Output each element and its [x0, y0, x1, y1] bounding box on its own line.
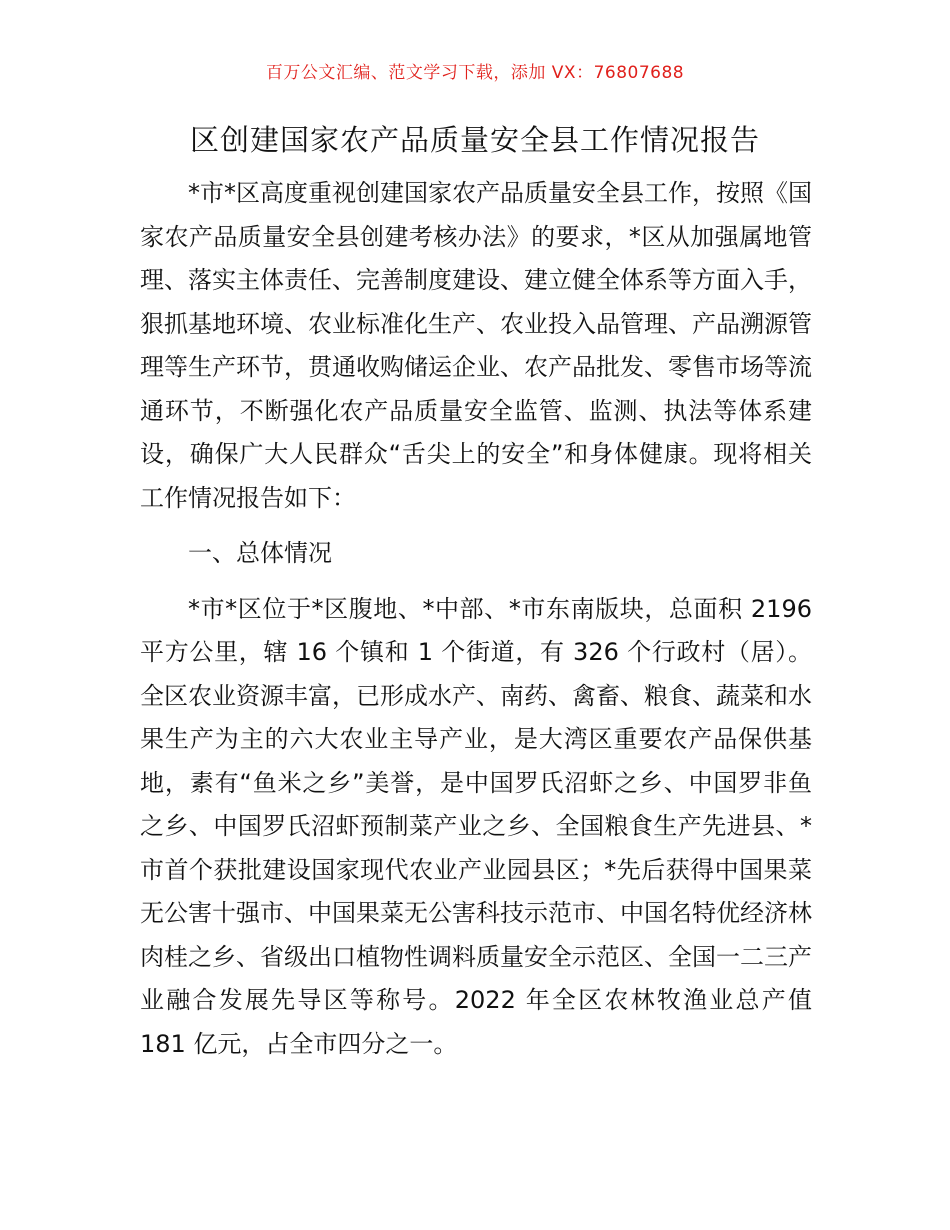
section-heading: 一、总体情况: [188, 539, 332, 567]
document-body: [140, 172, 812, 1066]
section-paragraph: *市*区位于*区腹地、*中部、*市东南版块，总面积 2196 平方公里，辖 16 个镇和 1 个街道，有 326 个行政村（居）。全区农业资源丰富，已形成水产、南药、禽畜、粮食、蔬菜和水果生产为主的六大农业主导产业，是大湾区重要农产品保供基地，素有“鱼米之乡”美誉，是中国罗氏沼虾之乡、中国罗非鱼之乡、中国罗氏沼虾预制菜产业之乡、全国粮食生产先进县、*市首个获批建设国家现代农业产业园县区；*先后获得中国果菜无公害十强市、中国果菜无公害科技示范市、中国名特优经济林肉桂之乡、省级出口植物性调料质量安全示范区、全国一二三产业融合发展先导区等称号。2022 年全区农林牧渔业总产值 181 亿元，占全市四分之一。: [140, 594, 812, 1058]
document-title: 区创建国家农产品质量安全县工作情况报告: [189, 123, 760, 157]
intro-paragraph: *市*区高度重视创建国家农产品质量安全县工作，按照《国家农产品质量安全县创建考核办法》的要求，*区从加强属地管理、落实主体责任、完善制度建设、建立健全体系等方面入手，狠抓基地环境、农业标准化生产、农业投入品管理、产品溯源管理等生产环节，贯通收购储运企业、农产品批发、零售市场等流通环节，不断强化农产品质量安全监管、监测、执法等体系建设，确保广大人民群众“舌尖上的安全”和身体健康。现将相关工作情况报告如下：: [140, 179, 812, 512]
header-ad-note: 百万公文汇编、范文学习下载，添加 VX：76807688: [265, 63, 685, 83]
